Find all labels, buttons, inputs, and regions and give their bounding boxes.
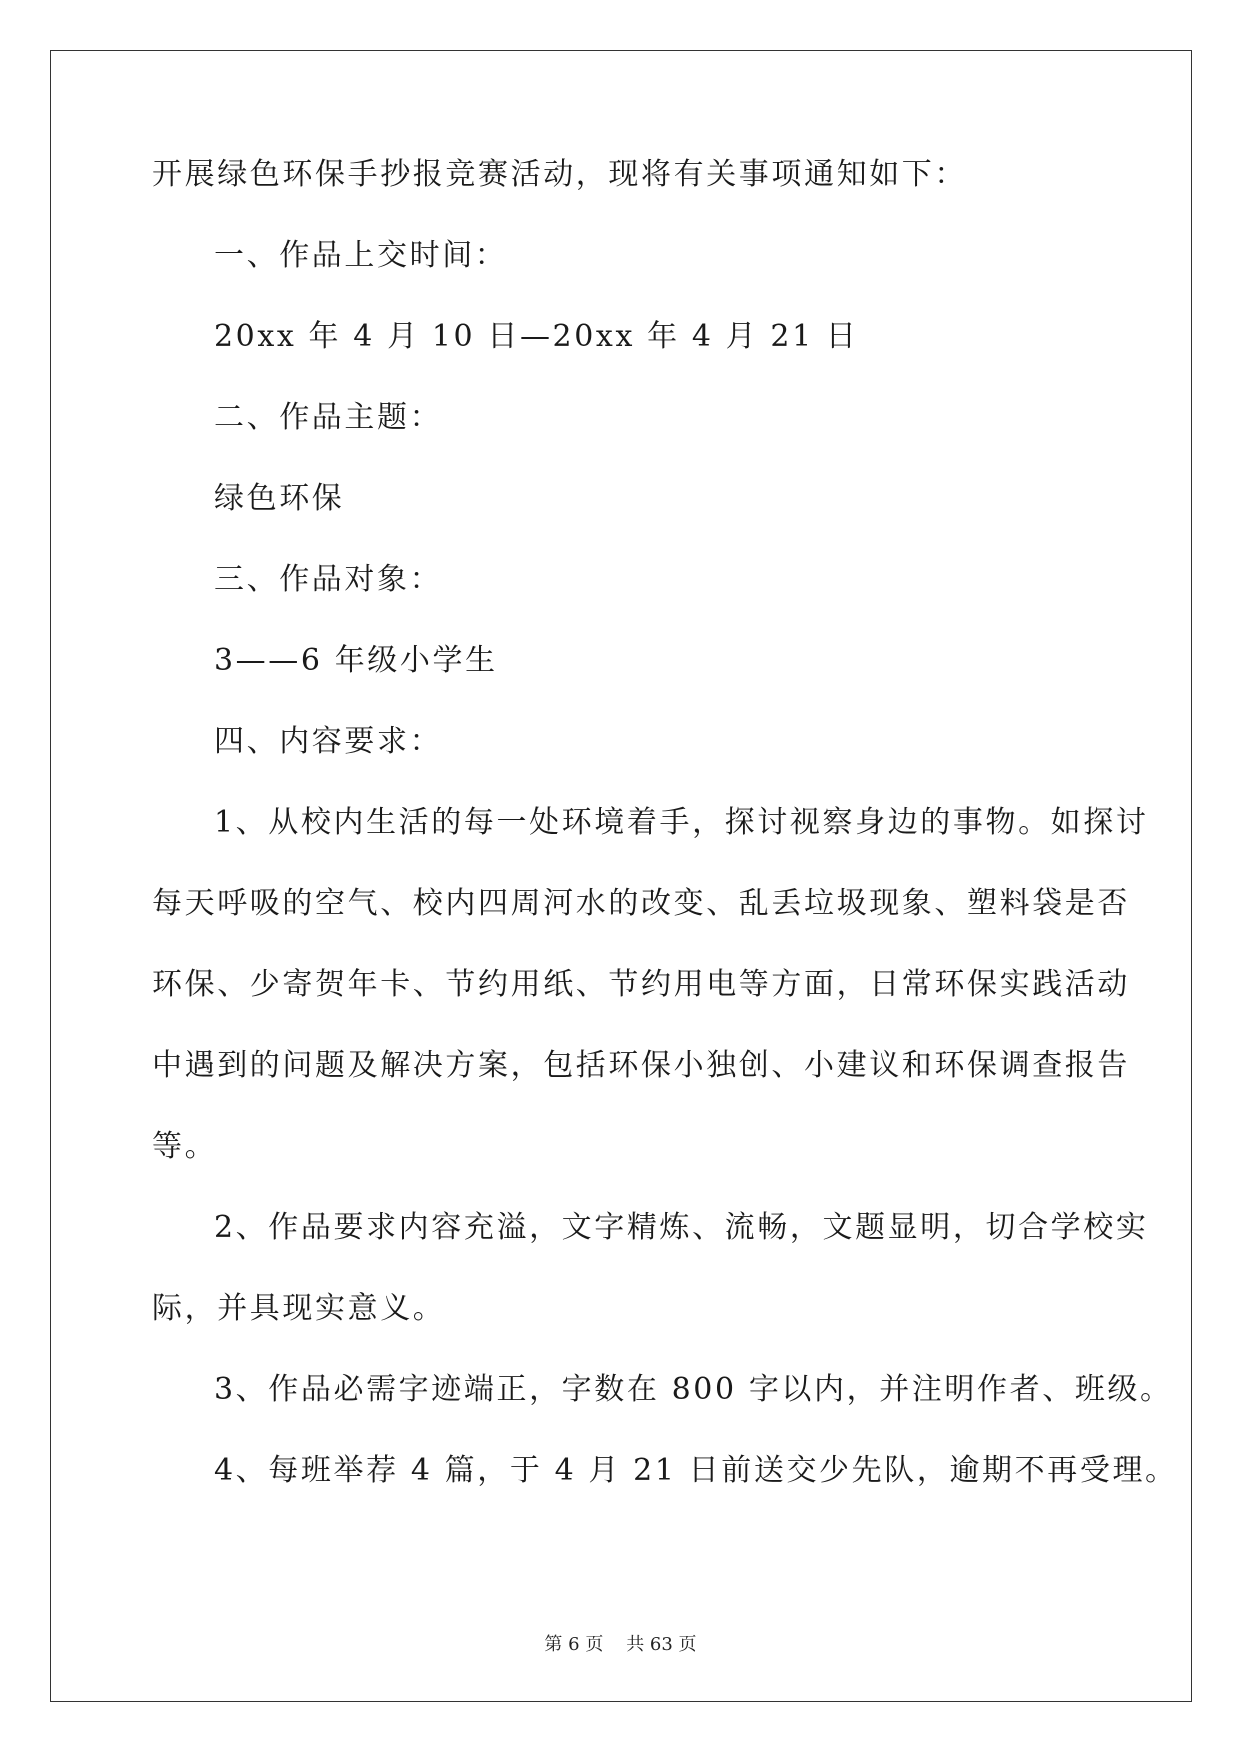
paragraph-line: 20xx 年 4 月 10 日—20xx 年 4 月 21 日 <box>214 319 859 354</box>
paragraph-line: 1、从校内生活的每一处环境着手，探讨视察身边的事物。如探讨 <box>214 805 1149 840</box>
section-heading: 一、作品上交时间： <box>214 238 508 273</box>
paragraph-line: 3、作品必需字迹端正，字数在 800 字以内，并注明作者、班级。 <box>214 1372 1173 1407</box>
paragraph-line: 4、每班举荐 4 篇，于 4 月 21 日前送交少先队，逾期不再受理。 <box>214 1453 1178 1488</box>
paragraph-line: 际，并具现实意义。 <box>152 1291 446 1326</box>
paragraph-line: 3——6 年级小学生 <box>214 643 498 678</box>
paragraph-line: 环保、少寄贺年卡、节约用纸、节约用电等方面，日常环保实践活动 <box>152 967 1130 1002</box>
paragraph-line: 等。 <box>152 1129 218 1164</box>
paragraph-line: 开展绿色环保手抄报竞赛活动，现将有关事项通知如下： <box>152 157 967 192</box>
page-footer: 第 6 页 共 63 页 <box>544 1634 697 1655</box>
section-heading: 二、作品主题： <box>214 400 443 435</box>
paragraph-line: 中遇到的问题及解决方案，包括环保小独创、小建议和环保调查报告 <box>152 1048 1130 1083</box>
paragraph-line: 2、作品要求内容充溢，文字精炼、流畅，文题显明，切合学校实 <box>214 1210 1149 1245</box>
section-heading: 四、内容要求： <box>214 724 443 759</box>
paragraph-line: 每天呼吸的空气、校内四周河水的改变、乱丢垃圾现象、塑料袋是否 <box>152 886 1130 921</box>
section-heading: 三、作品对象： <box>214 562 443 597</box>
paragraph-line: 绿色环保 <box>214 481 345 516</box>
